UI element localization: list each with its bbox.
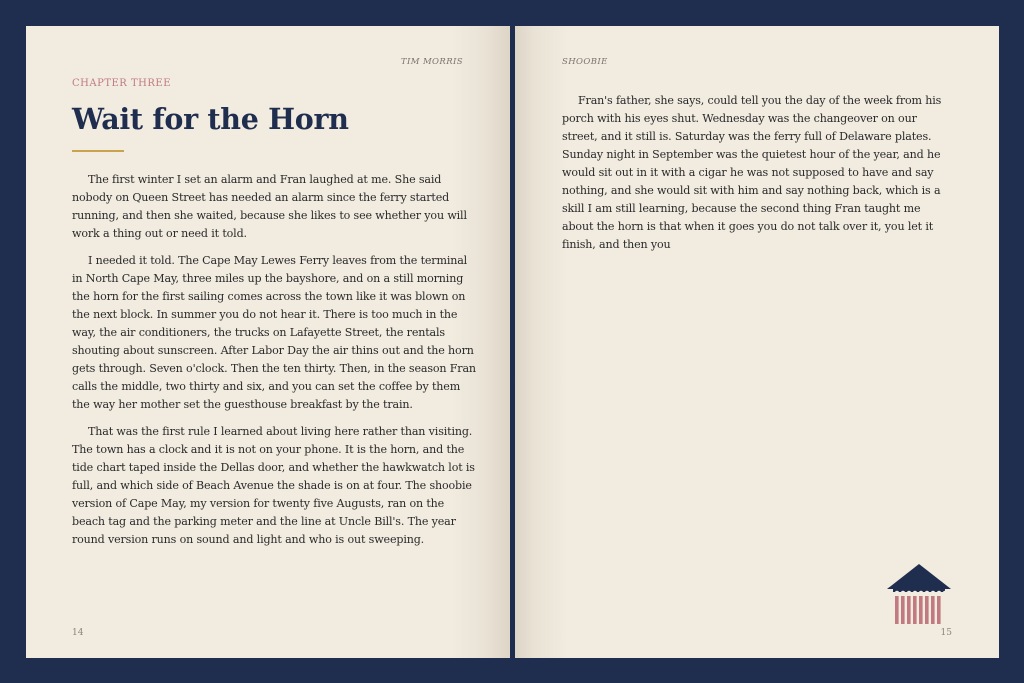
page-number-left: 14 [72, 628, 84, 638]
left-body-text [72, 171, 477, 558]
chapter-label: CHAPTER THREE [72, 78, 172, 89]
paragraph: The first winter I set an alarm and Fran laughed at me. She said nobody on Queen Street has needed an alarm since the ferry started running, and then she waited, because she likes to see whether you will work a thing out or need it told. [72, 173, 467, 240]
right-page [515, 26, 999, 658]
running-head-title: SHOOBIE [562, 57, 608, 67]
running-head-author: TIM MORRIS [400, 57, 463, 67]
page-number-right: 15 [940, 628, 952, 638]
beach-pavilion-icon [885, 561, 953, 625]
paragraph: I needed it told. The Cape May Lewes Ferry leaves from the terminal in North Cape May, three miles up the bayshore, and on a still morning the horn for the first sailing comes across the town like it was blown on the next block. In summer you do not hear it. There is too much in the way, the air conditioners, the trucks on Lafayette Street, the rentals shouting about sunscreen. After Labor Day the air thins out and the horn gets through. Seven o'clock. Then the ten thirty. Then, in the season Fran calls the middle, two thirty and six, and you can set the coffee by them the way her mother set the guesthouse breakfast by the train. [72, 254, 476, 411]
paragraph: That was the first rule I learned about living here rather than visiting. The town has a clock and it is not on your phone. It is the horn, and the tide chart taped inside the Dellas door, and whether the hawkwatch lot is full, and which side of Beach Avenue the shade is on at four. The shoobie version of Cape May, my version for twenty five Augusts, ran on the beach tag and the parking meter and the line at Uncle Bill's. The year round version runs on sound and light and who is out sweeping. [72, 425, 475, 546]
title-rule [72, 150, 124, 152]
chapter-title: Wait for the Horn [72, 102, 349, 136]
paragraph: Fran's father, she says, could tell you the day of the week from his porch with his eyes shut. Wednesday was the changeover on our street, and it still is. Saturday was the ferry full of Delaware plates. Sunday night in September was the quietest hour of the year, and he would sit out in it with a cigar he was not supposed to have and say nothing, and she would sit with him and say nothing back, which is a skill I am still learning, because the second thing Fran taught me about the horn is that when it goes you do not talk over it, you let it finish, and then you [562, 94, 942, 251]
left-page [26, 26, 510, 658]
right-body-text [562, 92, 954, 263]
